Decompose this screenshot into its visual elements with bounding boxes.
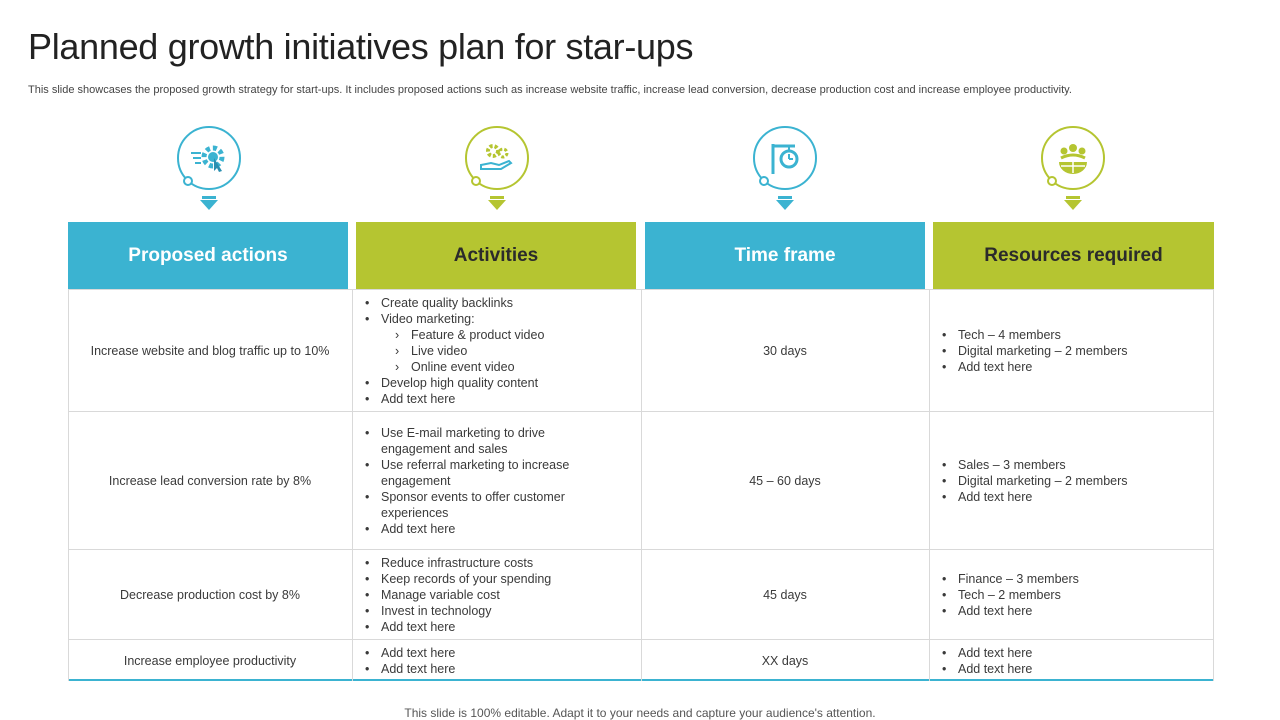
activities-cell: [365, 290, 641, 411]
header-proposed-actions: Proposed actions: [68, 222, 348, 289]
time-frame-icon-block: [750, 126, 820, 218]
gear-click-icon: [179, 128, 239, 188]
hand-gears-icon: [467, 128, 527, 188]
header-time-frame: Time frame: [645, 222, 925, 289]
list-item: • Develop high quality content: [365, 375, 544, 391]
list-item: • Add text here: [942, 603, 1079, 619]
resources-cell: [942, 290, 1214, 411]
resources-icon-block: [1038, 126, 1108, 218]
list-item: • Use E-mail marketing to drive engagement and sales: [365, 425, 595, 457]
action-cell: Increase employee productivity: [123, 653, 297, 668]
list-item: • Create quality backlinks: [365, 295, 544, 311]
sub-list-item: › Live video: [395, 343, 544, 359]
list-item: • Sales – 3 members: [942, 457, 1128, 473]
time-cell: XX days: [761, 653, 809, 668]
list-item: • Finance – 3 members: [942, 571, 1079, 587]
time-cell: 45 – 60 days: [749, 473, 821, 488]
list-item: • Tech – 2 members: [942, 587, 1079, 603]
header-resources-required: Resources required: [933, 222, 1214, 289]
sub-list-item: › Online event video: [395, 359, 544, 375]
list-item: • Reduce infrastructure costs: [365, 555, 551, 571]
grid-divider: [929, 289, 930, 681]
clock-sign-icon: [755, 128, 815, 188]
proposed-actions-icon-block: [174, 126, 244, 218]
activities-cell: [365, 550, 641, 639]
list-item: • Invest in technology: [365, 603, 551, 619]
resources-cell: [942, 412, 1214, 549]
time-cell: 30 days: [763, 343, 807, 358]
footer-note: This slide is 100% editable. Adapt it to your needs and capture your audience's attention.: [404, 706, 876, 720]
list-item: • Video marketing: › Feature & product video › Live video › Online event video: [365, 311, 544, 375]
list-item: • Add text here: [942, 661, 1032, 677]
people-globe-icon: [1043, 128, 1103, 188]
sub-list-item: › Feature & product video: [395, 327, 544, 343]
action-cell: Decrease production cost by 8%: [120, 587, 300, 602]
grid-divider: [68, 289, 69, 681]
activities-cell: [365, 412, 595, 549]
resources-cell: [942, 640, 1214, 681]
list-item: • Add text here: [365, 391, 544, 407]
action-cell: Increase lead conversion rate by 8%: [108, 473, 312, 488]
time-cell: 45 days: [763, 587, 807, 602]
page-title: Planned growth initiatives plan for star-ups: [28, 26, 694, 67]
resources-cell: [942, 550, 1214, 639]
list-item: • Add text here: [365, 619, 551, 635]
action-cell: Increase website and blog traffic up to 10%: [90, 343, 330, 358]
header-activities: Activities: [356, 222, 636, 289]
list-item: • Tech – 4 members: [942, 327, 1128, 343]
list-item: • Add text here: [365, 645, 455, 661]
list-item: • Manage variable cost: [365, 587, 551, 603]
activities-cell: [365, 640, 641, 681]
list-item: • Add text here: [942, 359, 1128, 375]
list-item: • Keep records of your spending: [365, 571, 551, 587]
list-item: • Add text here: [942, 645, 1032, 661]
list-item: • Use referral marketing to increase engagement: [365, 457, 595, 489]
list-item: • Add text here: [365, 661, 455, 677]
page-subtitle: This slide showcases the proposed growth strategy for start-ups. It includes proposed actions such as increase website traffic, increase lead conversion, decrease production cost and increase employee productivity.: [28, 84, 1072, 96]
grid-divider: [352, 289, 353, 681]
list-item: • Digital marketing – 2 members: [942, 473, 1128, 489]
list-item: • Digital marketing – 2 members: [942, 343, 1128, 359]
list-item: • Sponsor events to offer customer experiences: [365, 489, 595, 521]
list-item: • Add text here: [365, 521, 595, 537]
grid-divider: [641, 289, 642, 681]
activities-icon-block: [462, 126, 532, 218]
list-item: • Add text here: [942, 489, 1128, 505]
grid-divider: [1213, 289, 1214, 681]
